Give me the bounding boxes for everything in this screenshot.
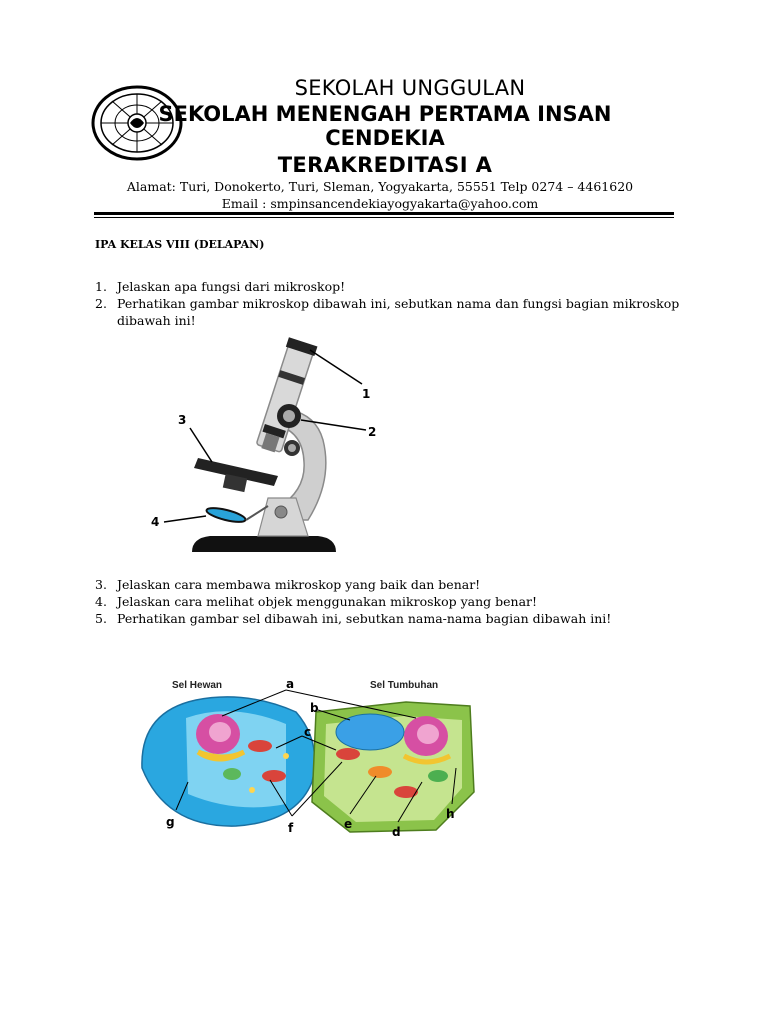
question-number: 3. [95,577,107,592]
subject-heading: IPA KELAS VIII (DELAPAN) [95,238,265,251]
question-item [95,295,685,329]
question-text: Jelaskan cara membawa mikroskop yang baik dan benar! [117,577,481,592]
address-line: Alamat: Turi, Donokerto, Turi, Sleman, Yogyakarta, 55551 Telp 0274 – 4461620 [126,179,634,194]
question-text: Jelaskan apa fungsi dari mikroskop! [117,279,346,294]
question-item [95,610,685,627]
question-text: Perhatikan gambar sel dibawah ini, sebutkan nama-nama bagian dibawah ini! [117,611,612,626]
question-number: 2. [95,296,107,311]
animal-cell-title: Sel Hewan [172,680,223,691]
question-item [95,593,685,610]
microscope-illustration [118,330,408,558]
microscope-label-2: 2 [368,425,377,439]
cell-label-b: b [310,701,319,715]
question-text: Jelaskan cara melihat objek menggunakan mikroskop yang benar! [117,594,538,609]
question-number: 1. [95,279,107,294]
cell-label-d: d [392,825,401,839]
header-rule-thick [94,212,674,215]
email-line: Email : smpinsancendekiayogyakarta@yahoo.com [221,196,539,211]
microscope-label-3: 3 [178,413,187,427]
header-rule-thin [94,217,674,218]
question-number: 5. [95,611,107,626]
question-item [95,278,685,295]
cell-label-e: e [344,817,353,831]
letterhead-line1: SEKOLAH UNGGULAN [294,76,526,100]
cell-label-h: h [446,807,455,821]
cell-label-a: a [286,677,295,691]
cell-label-g: g [166,815,175,829]
question-item [95,576,685,593]
cell-illustration [136,672,476,842]
address-block [90,178,670,212]
cell-label-c: c [304,725,312,739]
school-name: SEKOLAH MENENGAH PERTAMA INSAN CENDEKIA [158,102,612,150]
question-list-2 [95,576,685,627]
microscope-label-4: 4 [151,515,160,529]
accreditation: TERAKREDITASI A [277,153,493,177]
plant-cell-title: Sel Tumbuhan [370,680,439,691]
microscope-label-1: 1 [362,387,371,401]
question-list-1 [95,278,685,329]
question-number: 4. [95,594,107,609]
question-text: Perhatikan gambar mikroskop dibawah ini, sebutkan nama dan fungsi bagian mikroskop dibawah ini! [117,296,680,328]
cell-label-f: f [288,821,294,835]
